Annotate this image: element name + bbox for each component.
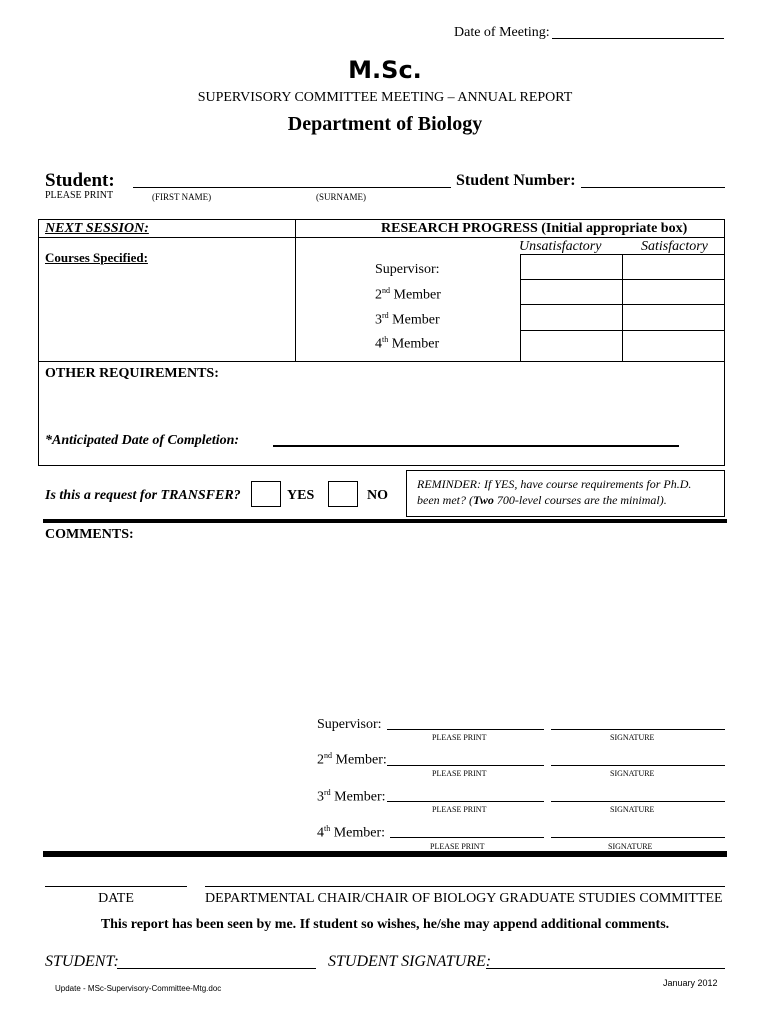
section-rule-1: [43, 519, 727, 523]
reminder-box: [406, 470, 725, 517]
sig-fourth-signature-field[interactable]: [551, 837, 725, 838]
table-divider-vertical: [295, 219, 296, 361]
student-signature-label: STUDENT SIGNATURE:: [328, 953, 492, 970]
member-supervisor-text: Supervisor:: [375, 262, 440, 277]
next-session-label: NEXT SESSION:: [45, 221, 149, 236]
rating-second-unsatisfactory[interactable]: [521, 280, 621, 303]
sig-third-sup: rd: [324, 788, 331, 797]
date-caption: DATE: [98, 891, 134, 906]
anticipated-date-field[interactable]: [273, 445, 679, 447]
rating-fourth-satisfactory[interactable]: [623, 331, 724, 360]
report-subtitle: SUPERVISORY COMMITTEE MEETING – ANNUAL REPORT: [197, 90, 573, 105]
member-third-label: [375, 311, 440, 329]
sig-third-text: Member:: [330, 789, 386, 805]
document-date: January 2012: [663, 978, 718, 988]
rating-fourth-unsatisfactory[interactable]: [521, 331, 621, 360]
sig-supervisor-label: Supervisor:: [317, 717, 382, 732]
other-requirements-label: OTHER REQUIREMENTS:: [45, 366, 219, 381]
member-fourth-text: Member: [388, 336, 440, 352]
reminder-line-1: REMINDER: If YES, have course requirements for Ph.D.: [417, 477, 692, 491]
sig-third-label: [317, 788, 386, 806]
sig-supervisor-signature-caption: SIGNATURE: [610, 733, 655, 742]
student-signature-field[interactable]: [486, 968, 725, 969]
other-requirements-area[interactable]: [42, 386, 720, 426]
transfer-question: Is this a request for TRANSFER?: [45, 488, 241, 503]
student-label: Student:: [45, 170, 115, 191]
member-supervisor-label: [375, 262, 440, 278]
section-rule-2: [43, 851, 727, 857]
transfer-no-label: NO: [367, 488, 388, 503]
first-name-label: (FIRST NAME): [152, 192, 212, 202]
sig-fourth-num: 4: [317, 825, 324, 841]
sig-second-signature-field[interactable]: [551, 765, 725, 766]
member-third-sup: rd: [382, 311, 389, 320]
document-filename: Update - MSc-Supervisory-Committee-Mtg.doc: [55, 984, 222, 993]
sig-fourth-signature-caption: SIGNATURE: [608, 842, 653, 851]
sig-supervisor-signature-field[interactable]: [551, 729, 725, 730]
research-progress-header: RESEARCH PROGRESS (Initial appropriate box): [381, 221, 688, 236]
sig-third-name-field[interactable]: [387, 801, 544, 802]
member-third-text: Member: [388, 312, 440, 328]
sig-third-num: 3: [317, 789, 324, 805]
sig-second-print-caption: PLEASE PRINT: [432, 769, 487, 778]
research-header-underline: [295, 237, 725, 238]
sig-second-name-field[interactable]: [387, 765, 544, 766]
rating-supervisor-unsatisfactory[interactable]: [521, 255, 621, 278]
student-name-field[interactable]: [133, 187, 451, 188]
reminder-line-2: [417, 492, 724, 508]
comments-label: COMMENTS:: [45, 527, 134, 542]
student-number-field[interactable]: [581, 187, 725, 188]
reminder-two: Two: [472, 493, 494, 507]
transfer-yes-checkbox[interactable]: [251, 481, 281, 507]
transfer-no-checkbox[interactable]: [328, 481, 358, 507]
member-second-sup: nd: [382, 286, 390, 295]
sig-supervisor-print-caption: PLEASE PRINT: [432, 733, 487, 742]
member-fourth-sup: th: [382, 335, 389, 344]
surname-label: (SURNAME): [316, 192, 367, 202]
sig-fourth-name-field[interactable]: [390, 837, 544, 838]
transfer-yes-label: YES: [287, 488, 315, 503]
sig-second-signature-caption: SIGNATURE: [610, 769, 655, 778]
satisfactory-header: Satisfactory: [641, 239, 708, 254]
table-divider-horizontal: [38, 361, 725, 362]
sig-second-num: 2: [317, 752, 324, 768]
sig-second-label: [317, 751, 387, 769]
sig-fourth-sup: th: [324, 824, 331, 833]
anticipated-date-label: *Anticipated Date of Completion:: [45, 433, 240, 448]
rating-second-satisfactory[interactable]: [623, 280, 724, 303]
next-session-underline: [38, 237, 295, 238]
student-number-label: Student Number:: [456, 172, 576, 189]
please-print-label: PLEASE PRINT: [45, 190, 114, 201]
courses-specified-label: Courses Specified:: [45, 250, 148, 265]
sig-third-signature-field[interactable]: [551, 801, 725, 802]
sig-supervisor-name-field[interactable]: [387, 729, 544, 730]
chair-caption: DEPARTMENTAL CHAIR/CHAIR OF BIOLOGY GRADUATE STUDIES COMMITTEE: [205, 891, 723, 906]
member-fourth-num: 4: [375, 336, 382, 352]
sig-fourth-text: Member:: [330, 825, 386, 841]
member-fourth-label: [375, 335, 439, 353]
department-title: Department of Biology: [287, 113, 483, 135]
comments-area[interactable]: [45, 545, 725, 705]
unsatisfactory-header: Unsatisfactory: [519, 239, 602, 254]
member-second-label: [375, 286, 441, 304]
member-second-text: Member: [390, 287, 441, 303]
sig-fourth-print-caption: PLEASE PRINT: [430, 842, 485, 851]
sig-third-print-caption: PLEASE PRINT: [432, 805, 487, 814]
reminder-line-2b: 700-level courses are the minimal).: [493, 493, 667, 507]
member-second-num: 2: [375, 287, 382, 303]
chair-signature-field[interactable]: [205, 886, 725, 887]
student-footer-label: STUDENT:: [45, 953, 119, 970]
member-third-num: 3: [375, 312, 382, 328]
reminder-line-2a: been met? (: [417, 493, 473, 507]
degree-title: M.Sc.: [348, 56, 422, 84]
date-of-meeting-field[interactable]: [552, 38, 724, 39]
date-of-meeting-label: Date of Meeting:: [454, 25, 550, 40]
sig-second-text: Member:: [332, 752, 387, 768]
sig-fourth-label: [317, 824, 385, 842]
rating-supervisor-satisfactory[interactable]: [623, 255, 724, 278]
acknowledgement-statement: This report has been seen by me. If student so wishes, he/she may append additional comments.: [100, 917, 670, 932]
sig-third-signature-caption: SIGNATURE: [610, 805, 655, 814]
date-signature-field[interactable]: [45, 886, 187, 887]
student-footer-field[interactable]: [117, 968, 316, 969]
courses-specified-area[interactable]: [42, 268, 290, 358]
rating-third-unsatisfactory[interactable]: [521, 305, 621, 329]
sig-second-sup: nd: [324, 751, 332, 760]
rating-third-satisfactory[interactable]: [623, 305, 724, 329]
